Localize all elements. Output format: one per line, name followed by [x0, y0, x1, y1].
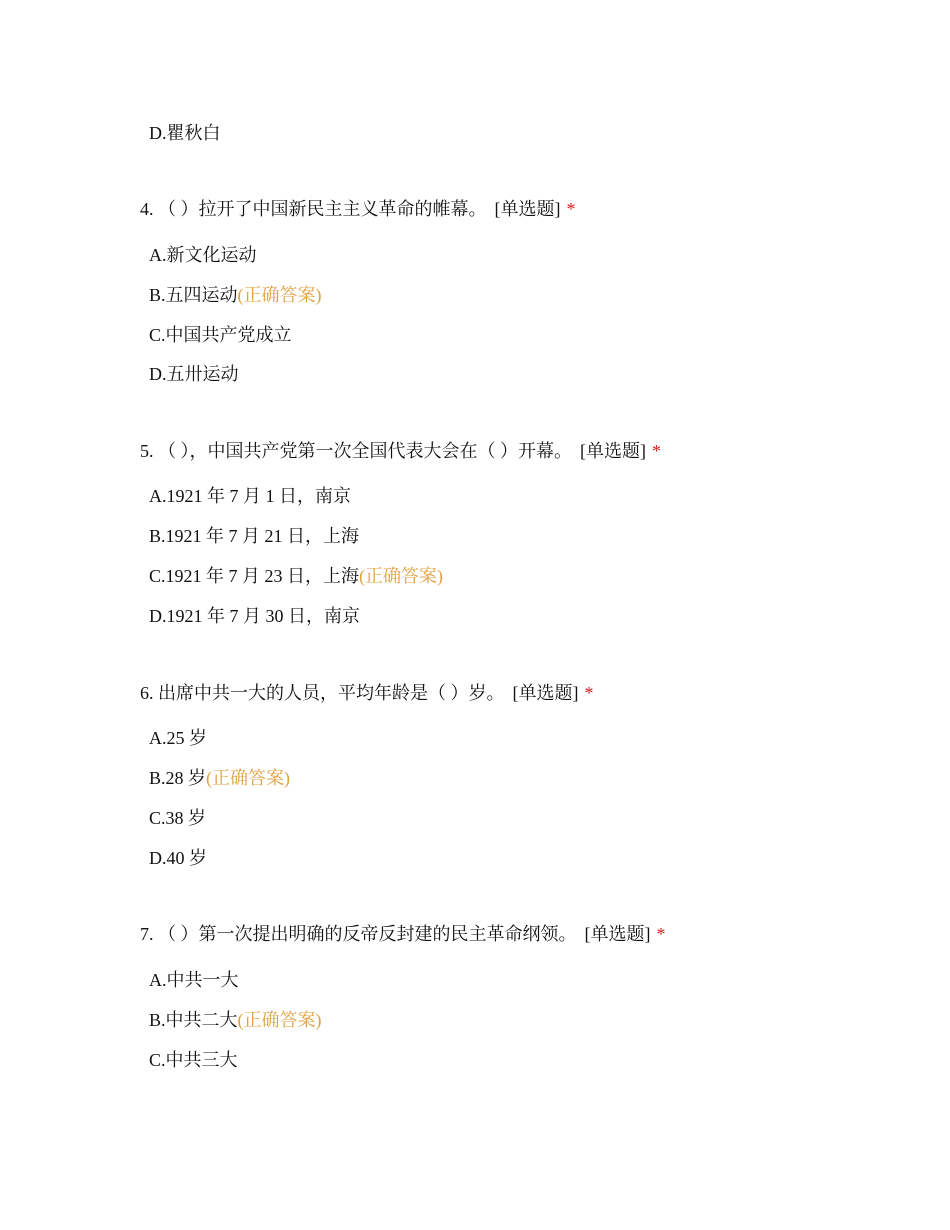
option-label: B.28 岁 [149, 768, 207, 788]
question-text: 4. （ ）拉开了中国新民主主义革命的帷幕。 [140, 199, 487, 219]
question-6-title [140, 681, 594, 705]
question-4-option-b [149, 283, 322, 307]
option-label: A.25 岁 [149, 728, 207, 748]
question-4-option-d [149, 362, 239, 386]
question-6-option-d [149, 846, 207, 870]
required-mark: * [584, 683, 594, 703]
correct-answer-note: (正确答案) [237, 285, 322, 305]
question-7-option-b [149, 1008, 322, 1032]
question-7-title [140, 922, 666, 946]
option-label: B.五四运动 [149, 285, 238, 305]
question-5-option-b [149, 524, 359, 548]
question-6-option-c [149, 806, 206, 830]
option-label: D.瞿秋白 [149, 123, 221, 143]
option-label: A.1921 年 7 月 1 日，南京 [149, 486, 351, 506]
option-label: D.五卅运动 [149, 364, 239, 384]
correct-answer-note: (正确答案) [359, 566, 444, 586]
option-label: C.中国共产党成立 [149, 325, 292, 345]
correct-answer-note: (正确答案) [237, 1010, 322, 1030]
question-6-option-a [149, 726, 207, 750]
question-5-option-c [149, 564, 443, 588]
question-7-option-a [149, 968, 239, 992]
option-label: C.1921 年 7 月 23 日，上海 [149, 566, 360, 586]
question-type: [单选题] [494, 199, 561, 219]
option-label: D.1921 年 7 月 30 日，南京 [149, 606, 360, 626]
option-label: A.中共一大 [149, 970, 239, 990]
required-mark: * [566, 199, 576, 219]
option-label: A.新文化运动 [149, 245, 257, 265]
question-6-option-b [149, 766, 290, 790]
question-type: [单选题] [580, 441, 646, 461]
question-text: 5. （ ），中国共产党第一次全国代表大会在（ ）开幕。 [140, 441, 572, 461]
option-label: C.中共三大 [149, 1050, 238, 1070]
option-label: B.1921 年 7 月 21 日，上海 [149, 526, 360, 546]
question-text: 7. （ ）第一次提出明确的反帝反封建的民主革命纲领。 [140, 924, 577, 944]
question-4-title [140, 197, 576, 221]
option-label: C.38 岁 [149, 808, 207, 828]
question-4-option-a [149, 243, 257, 267]
required-mark: * [652, 441, 661, 461]
question-type: [单选题] [512, 683, 579, 703]
required-mark: * [656, 924, 666, 944]
option-label: D.40 岁 [149, 848, 207, 868]
question-5-title [140, 439, 661, 463]
question-5-option-d [149, 604, 360, 628]
question-text: 6. 出席中共一大的人员，平均年龄是（ ）岁。 [140, 683, 505, 703]
question-4-option-c [149, 323, 292, 347]
option-label: B.中共二大 [149, 1010, 238, 1030]
question-5-option-a [149, 484, 351, 508]
question-type: [单选题] [584, 924, 651, 944]
correct-answer-note: (正确答案) [206, 768, 291, 788]
question-7-option-c [149, 1048, 238, 1072]
option-prev-d [149, 121, 221, 145]
